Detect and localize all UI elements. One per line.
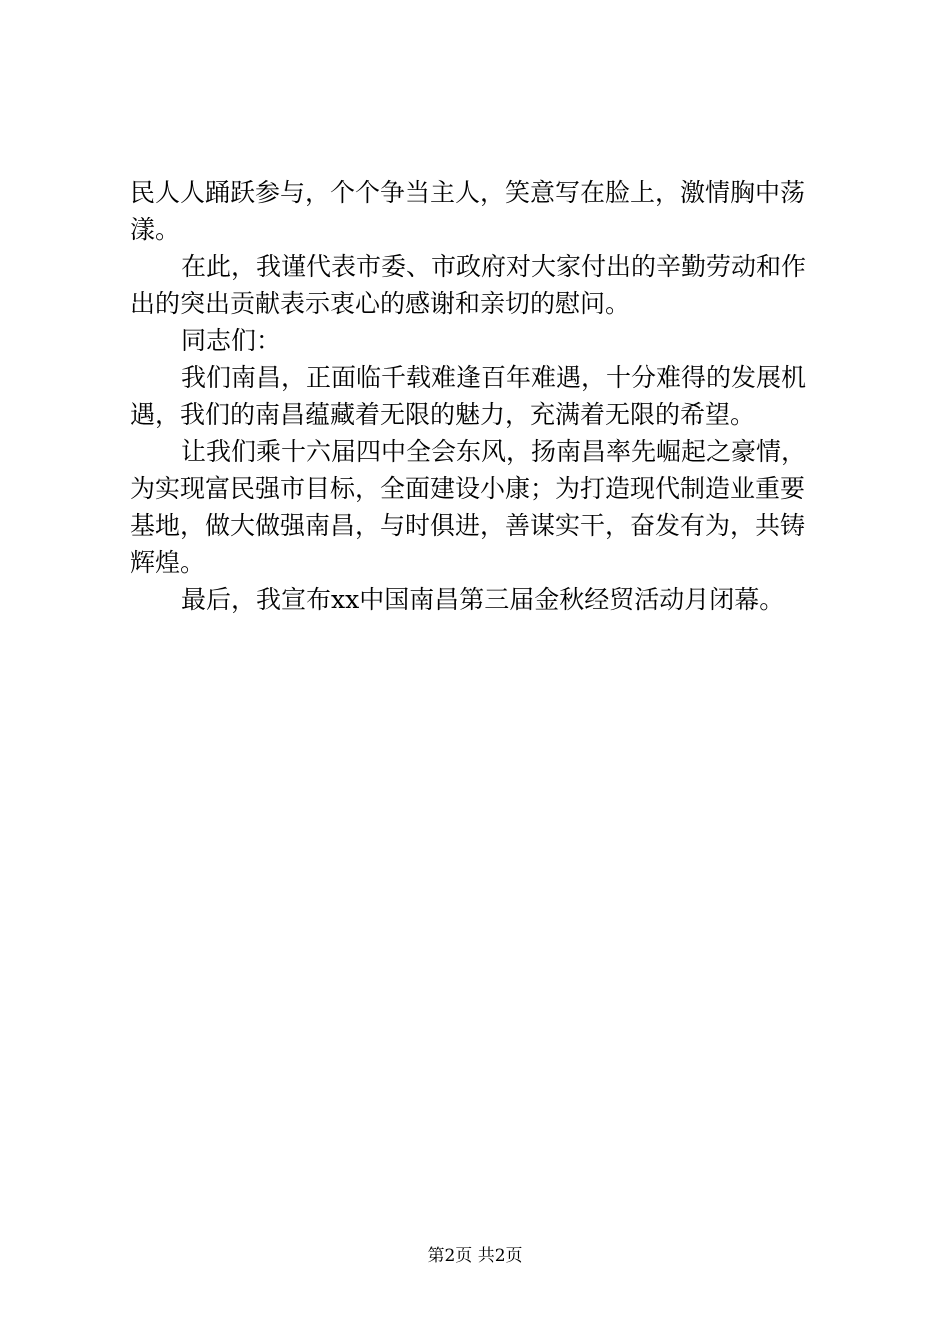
paragraph-1-line-1: 民人人踊跃参与，个个争当主人，笑意写在脸上，激情胸中荡	[130, 178, 806, 207]
paragraph-6-line-1: 最后，我宣布xx中国南昌第三届金秋经贸活动月闭幕。	[181, 585, 785, 614]
paragraph-5-line-4: 辉煌。	[130, 548, 206, 577]
page-number-label: 第2页 共2页	[427, 1246, 523, 1266]
paragraph-5-line-3: 基地，做大做强南昌，与时俱进，善谋实干，奋发有为，共铸	[130, 511, 806, 540]
paragraph-1-line-2: 漾。	[130, 215, 181, 244]
paragraph-3-salutation: 同志们：	[181, 326, 282, 355]
document-body	[130, 174, 830, 618]
paragraph-5-line-1: 让我们乘十六届四中全会东风，扬南昌率先崛起之豪情，	[181, 437, 807, 466]
page-footer	[0, 1244, 950, 1268]
paragraph-4-line-2: 遇，我们的南昌蕴藏着无限的魅力，充满着无限的希望。	[130, 400, 756, 429]
paragraph-2-line-1: 在此，我谨代表市委、市政府对大家付出的辛勤劳动和作	[181, 252, 807, 281]
paragraph-2-line-2: 出的突出贡献表示衷心的感谢和亲切的慰问。	[130, 289, 631, 318]
paragraph-4-line-1: 我们南昌，正面临千载难逢百年难遇，十分难得的发展机	[181, 363, 807, 392]
paragraph-5-line-2: 为实现富民强市目标，全面建设小康；为打造现代制造业重要	[130, 474, 806, 503]
